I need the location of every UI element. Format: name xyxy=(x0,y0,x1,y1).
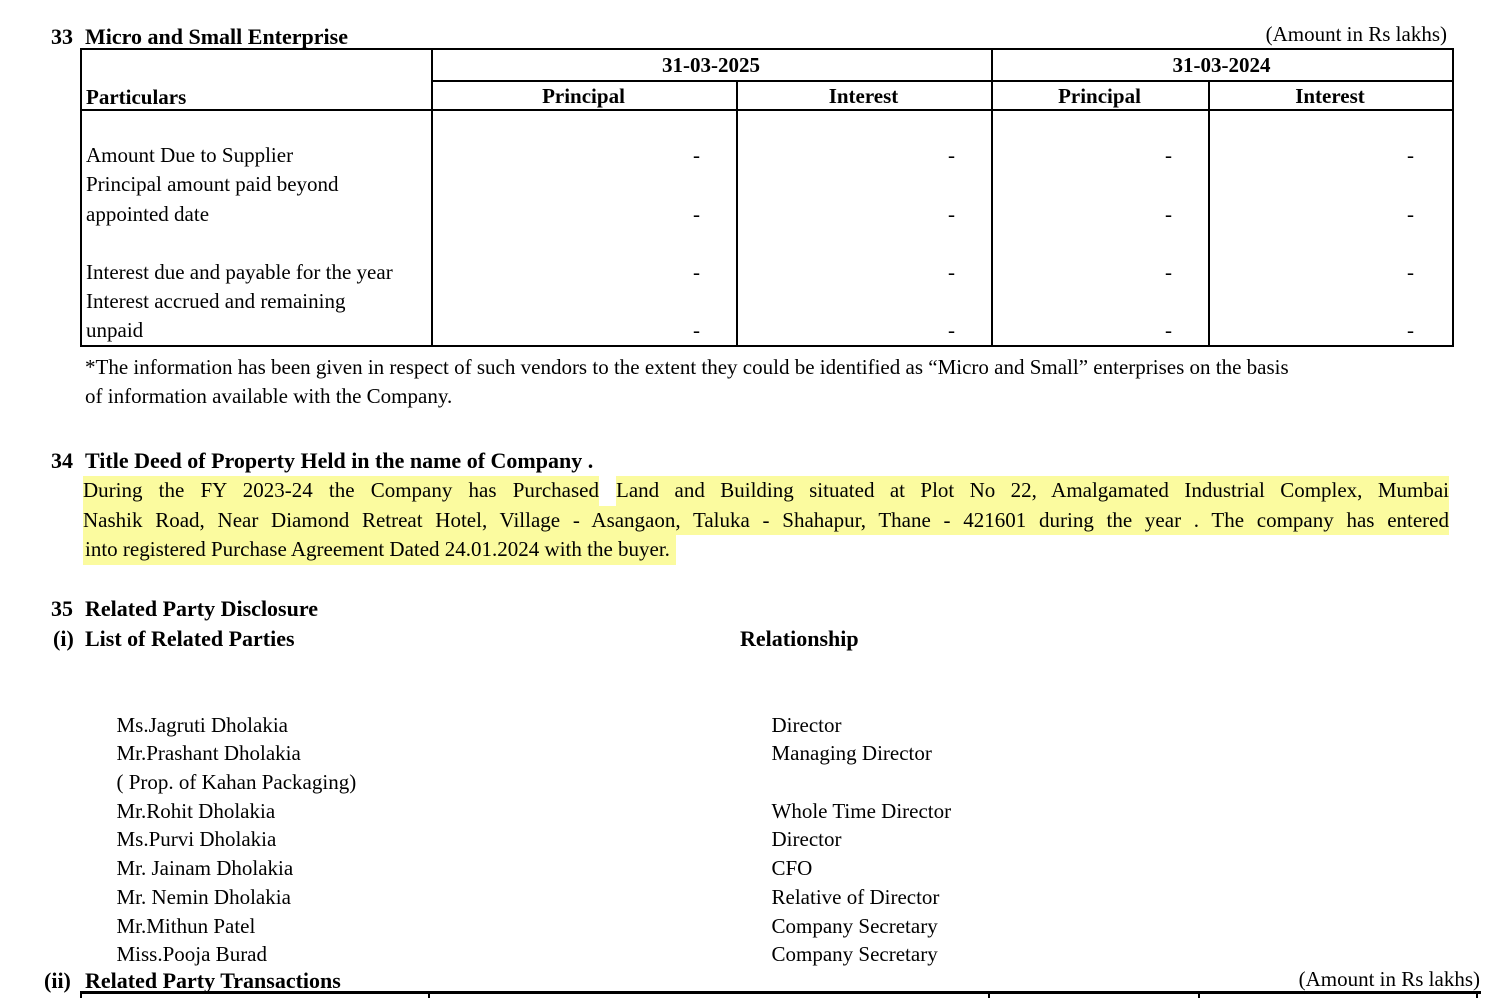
amount-note-bottom: (Amount in Rs lakhs) xyxy=(1298,967,1480,991)
party-name: Mr.Mithun Patel xyxy=(116,913,256,938)
value-cell: - xyxy=(948,143,955,168)
value-cell: - xyxy=(1407,259,1414,284)
particulars-line: Interest due and payable for the year xyxy=(86,259,393,284)
particulars-line: appointed date xyxy=(86,201,210,226)
value-cell xyxy=(431,287,736,316)
value-column-interest-2025 xyxy=(736,112,991,346)
table-vline xyxy=(988,994,990,998)
highlight-gap xyxy=(599,476,616,506)
value-cell: - xyxy=(693,143,700,168)
value-cell: - xyxy=(1407,143,1414,168)
msme-table xyxy=(80,48,1454,347)
highlight-line-2: Nashik Road, Near Diamond Retreat Hotel, Village - Asangaon, Taluka - Shahapur, Thane - 421601 during the year . The company has entered xyxy=(83,506,1449,536)
value-cell: - xyxy=(948,259,955,284)
section34-number: 34 xyxy=(51,448,73,473)
party-name: Mr.Prashant Dholakia xyxy=(116,741,301,766)
year-header-2024: 31-03-2024 xyxy=(1172,53,1271,77)
highlight-line-3: into registered Purchase Agreement Dated 24.01.2024 with the buyer. xyxy=(83,535,676,565)
subheader-interest-2025: Interest xyxy=(828,84,899,108)
value-cell xyxy=(1208,287,1452,316)
section35-title: Related Party Disclosure xyxy=(85,596,318,621)
section-ii-label: (ii) xyxy=(44,968,71,993)
value-column-principal-2025 xyxy=(431,112,736,346)
party-relationship: Company Secretary xyxy=(771,913,938,938)
party-relationship: Company Secretary xyxy=(771,942,938,967)
value-cell: - xyxy=(1407,201,1414,226)
footnote-line: of information available with the Company. xyxy=(85,384,453,408)
table-vline xyxy=(80,994,82,998)
value-cell xyxy=(736,229,991,258)
value-column-principal-2024 xyxy=(991,112,1208,346)
party-relationship: Relative of Director xyxy=(771,884,940,909)
section35-number: 35 xyxy=(51,596,73,621)
list-label: (i) xyxy=(53,626,74,651)
section33-number: 33 xyxy=(51,24,73,49)
value-cell: - xyxy=(948,318,955,343)
value-cell: - xyxy=(693,259,700,284)
party-name: Mr. Jainam Dholakia xyxy=(116,856,294,881)
list-title: List of Related Parties xyxy=(85,626,295,651)
particulars-column xyxy=(86,112,430,346)
table-vline xyxy=(1198,994,1200,998)
value-cell xyxy=(991,287,1208,316)
transactions-table-stub xyxy=(80,991,1481,998)
party-name: Ms.Purvi Dholakia xyxy=(116,827,277,852)
footnote-line: *The information has been given in respect of such vendors to the extent they could be identified as “Micro and Small” enterprises on the basis xyxy=(85,355,1289,379)
party-name: Mr.Rohit Dholakia xyxy=(116,798,276,823)
relationship-header: Relationship xyxy=(740,626,859,651)
particulars-header: Particulars xyxy=(86,85,187,109)
value-cell xyxy=(1208,229,1452,258)
subheader-principal-2025: Principal xyxy=(542,84,625,108)
value-cell xyxy=(991,229,1208,258)
value-cell: - xyxy=(1165,201,1172,226)
party-relationship: Director xyxy=(771,827,842,852)
value-cell: - xyxy=(1165,259,1172,284)
section33-title: Micro and Small Enterprise xyxy=(85,24,348,49)
value-cell xyxy=(736,287,991,316)
particulars-line xyxy=(86,229,430,258)
value-cell xyxy=(1208,170,1452,199)
value-cell xyxy=(991,112,1208,141)
value-cell xyxy=(736,170,991,199)
value-cell: - xyxy=(1407,318,1414,343)
value-cell: - xyxy=(693,318,700,343)
subheader-principal-2024: Principal xyxy=(1058,84,1141,108)
table-vline xyxy=(428,994,430,998)
subheader-interest-2024: Interest xyxy=(1295,84,1365,108)
party-name: ( Prop. of Kahan Packaging) xyxy=(116,770,357,795)
table-hline xyxy=(431,80,1452,82)
year-header-2025: 31-03-2025 xyxy=(662,53,760,77)
value-cell: - xyxy=(948,201,955,226)
value-cell: - xyxy=(1165,143,1172,168)
particulars-line: Principal amount paid beyond xyxy=(86,172,339,197)
particulars-line: Interest accrued and remaining xyxy=(86,289,346,314)
particulars-line: unpaid xyxy=(86,318,144,343)
value-cell xyxy=(991,170,1208,199)
value-cell: - xyxy=(1165,318,1172,343)
value-column-interest-2024 xyxy=(1208,112,1452,346)
particulars-line: Amount Due to Supplier xyxy=(86,143,294,168)
party-relationship: CFO xyxy=(771,856,813,881)
party-name: Mr. Nemin Dholakia xyxy=(116,884,291,909)
related-parties-list xyxy=(85,682,1455,967)
highlight-line-1 xyxy=(83,476,1449,506)
highlight-segment: During the FY 2023-24 the Company has Purchased xyxy=(83,476,599,506)
party-relationship: Director xyxy=(771,712,842,737)
msme-footnote xyxy=(85,353,1455,411)
amount-note-top: (Amount in Rs lakhs) xyxy=(1265,22,1447,46)
party-name: Miss.Pooja Burad xyxy=(116,942,268,967)
highlight-segment: Land and Building situated at Plot No 22, Amalgamated Industrial Complex, Mumbai xyxy=(616,476,1449,506)
value-cell: - xyxy=(693,201,700,226)
party-row xyxy=(85,682,1455,737)
particulars-line xyxy=(86,112,430,141)
table-vline xyxy=(1476,994,1478,998)
party-name: Ms.Jagruti Dholakia xyxy=(116,712,288,737)
party-relationship: Whole Time Director xyxy=(771,798,952,823)
section34-highlighted-paragraph xyxy=(83,476,1449,565)
party-relationship: Managing Director xyxy=(771,741,932,766)
value-cell xyxy=(736,112,991,141)
section34-title: Title Deed of Property Held in the name of Company . xyxy=(85,448,594,473)
value-cell xyxy=(431,112,736,141)
value-cell xyxy=(431,170,736,199)
value-cell xyxy=(1208,112,1452,141)
value-cell xyxy=(431,229,736,258)
section-ii-title: Related Party Transactions xyxy=(85,968,341,993)
